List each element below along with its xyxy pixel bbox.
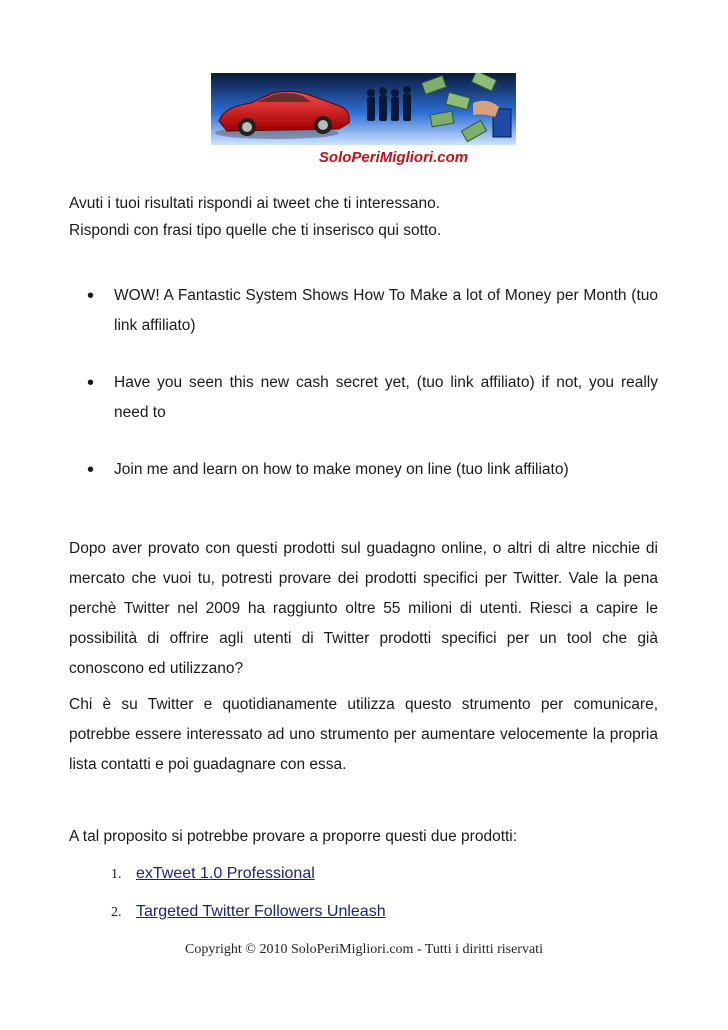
bullet-icon: • bbox=[87, 285, 95, 307]
site-name-logo: SoloPeriMigliori.com bbox=[318, 149, 469, 166]
document-body bbox=[69, 190, 658, 926]
tweet-text: WOW! A Fantastic System Shows How To Make a lot of Money per Month (tuo link affiliato) bbox=[114, 287, 658, 334]
tweet-text: Join me and learn on how to make money on line (tuo link affiliato) bbox=[114, 461, 569, 478]
product-link-extweet[interactable]: exTweet 1.0 Professional bbox=[136, 865, 315, 882]
bullet-icon: • bbox=[87, 372, 95, 394]
list-item bbox=[69, 860, 658, 888]
bullet-icon: • bbox=[87, 459, 95, 481]
list-item bbox=[69, 281, 658, 341]
list-item bbox=[69, 368, 658, 428]
body-paragraph: Chi è su Twitter e quotidianamente utilizza questo strumento per comunicare, potrebbe essere interessato ad uno strumento per aumentare velocemente la propria lista contatti e poi guadagnare con essa. bbox=[69, 696, 658, 773]
copyright-footer: Copyright © 2010 SoloPeriMigliori.com - Tutti i diritti riservati bbox=[185, 942, 543, 957]
body-paragraph: A tal proposito si potrebbe provare a proporre questi due prodotti: bbox=[69, 828, 518, 845]
tweet-text: Have you seen this new cash secret yet, (tuo link affiliato) if not, you really need to bbox=[114, 374, 658, 421]
list-number: 1. bbox=[111, 867, 122, 882]
product-link-targeted-followers[interactable]: Targeted Twitter Followers Unleash bbox=[136, 903, 386, 920]
list-item bbox=[69, 898, 658, 926]
body-paragraph: Dopo aver provato con questi prodotti sul guadagno online, o altri di altre nicchie di mercato che vuoi tu, potresti provare dei prodotti specifici per Twitter. Vale la pena perchè Twitter nel 2009 ha raggiunto oltre 55 milioni di utenti. Riesci a capire le possibilità di offrire agli utenti di Twitter prodotti specifici per un tool che già conoscono ed utilizzano? bbox=[69, 540, 658, 677]
header-banner bbox=[211, 73, 516, 172]
list-number: 2. bbox=[111, 905, 122, 920]
list-item bbox=[69, 455, 658, 485]
intro-line: Rispondi con frasi tipo quelle che ti inserisco qui sotto. bbox=[69, 222, 442, 239]
intro-line: Avuti i tuoi risultati rispondi ai tweet che ti interessano. bbox=[69, 195, 441, 212]
tweet-examples-list bbox=[69, 281, 658, 485]
product-list bbox=[69, 860, 658, 926]
